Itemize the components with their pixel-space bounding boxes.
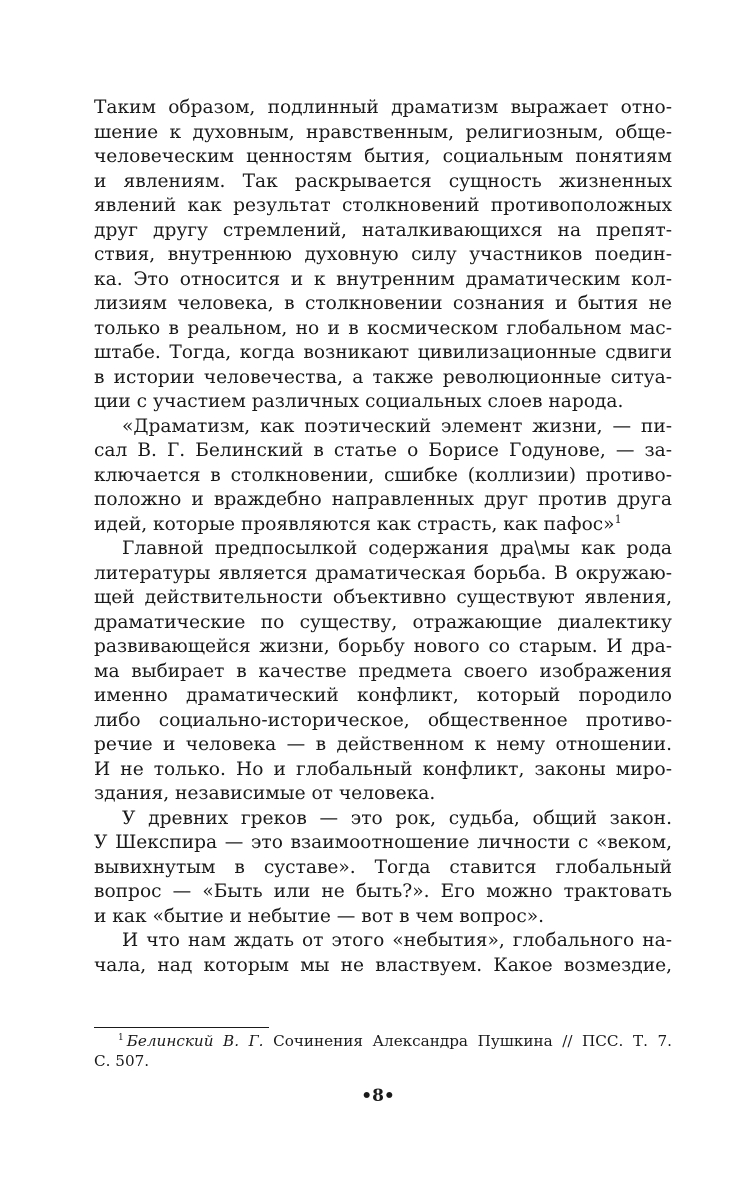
paragraph-4	[94, 807, 672, 930]
text-line: положно и враждебно направленных друг против друга	[94, 489, 672, 510]
text-line: речие и человека — в действенном к нему отношении.	[94, 734, 672, 755]
paragraph-5	[94, 929, 672, 978]
text-line: У древних греков — это рок, судьба, общий закон.	[122, 807, 672, 829]
text-line: в истории человечества, а также революционные ситуа-	[94, 366, 672, 388]
text-line: литературы является драматическая борьба. В окружаю-	[94, 562, 672, 584]
text-line	[94, 513, 672, 538]
footnote-divider	[94, 1027, 269, 1028]
footnote-line	[94, 1031, 672, 1051]
text-line: ма выбирает в качестве предмета своего изображения	[94, 660, 672, 682]
text-line-content: идей, которые проявляются как страсть, как пафос»	[94, 513, 615, 535]
text-line: вопрос — «Быть или не быть?». Его можно трактовать	[94, 881, 672, 902]
text-line: ключается в столкновении, сшибке (коллизии) противо-	[94, 464, 672, 486]
text-line: И не только. Но и глобальный конфликт, законы миро-	[94, 758, 672, 780]
text-line: шение к духовным, нравственным, религиозным, обще-	[94, 121, 672, 143]
footnote-mark: 1	[118, 1032, 124, 1043]
text-line: ции с участием различных социальных слоев народа.	[94, 391, 624, 412]
text-line: и как «бытие и небытие — вот в чем вопрос».	[94, 905, 545, 927]
text-line: явлений как результат столкновений противоположных	[94, 195, 672, 216]
page-number: •8•	[361, 1086, 395, 1106]
text-line: «Драматизм, как поэтический элемент жизни, — пи-	[122, 415, 672, 437]
text-line: ствия, внутреннюю духовную силу участников поедин-	[94, 244, 672, 265]
paragraph-3	[94, 537, 672, 807]
text-line: лизиям человека, в столкновении сознания и бытия не	[94, 293, 672, 314]
footnote-source: Сочинения Александра Пушкина // ПСС. Т. 7.	[263, 1032, 672, 1050]
text-line: сал В. Г. Белинский в статье о Борисе Годунове, — за-	[94, 440, 672, 461]
text-line: именно драматический конфликт, который породило	[94, 685, 672, 706]
text-line: ка. Это относится и к внутренним драматическим кол-	[94, 268, 672, 290]
text-line: человеческим ценностям бытия, социальным понятиям	[94, 146, 672, 167]
footnote-page: С. 507.	[94, 1052, 150, 1070]
text-line: и явлениям. Так раскрывается сущность жизненных	[94, 170, 672, 192]
paragraph-2	[94, 415, 672, 538]
text-line: драматические по существу, отражающие диалектику	[94, 611, 672, 633]
text-line: друг другу стремлений, наталкивающихся на препят-	[94, 219, 672, 241]
footnote-reference[interactable]: 1	[614, 512, 622, 526]
text-line: Главной предпосылкой содержания дра\мы как рода	[122, 538, 672, 559]
text-line: щей действительности объективно существуют явления,	[94, 587, 672, 608]
footnote	[94, 1031, 672, 1071]
paragraph-1	[94, 96, 672, 415]
text-line: Таким образом, подлинный драматизм выражает отно-	[94, 97, 672, 118]
text-line: штабе. Тогда, когда возникают цивилизационные сдвиги	[94, 342, 672, 363]
text-line: либо социально-историческое, общественное противо-	[94, 709, 672, 731]
text-line: развивающейся жизни, борьбу нового со старым. И дра-	[94, 636, 672, 657]
footnote-author: Белинский В. Г.	[126, 1032, 264, 1050]
text-line: И что нам ждать от этого «небытия», глобального на-	[122, 930, 672, 951]
main-text	[94, 96, 672, 978]
text-line: только в реальном, но и в космическом глобальном мас-	[94, 317, 672, 339]
text-line: чала, над которым мы не властвуем. Какое возмездие,	[94, 954, 672, 976]
text-line: У Шекспира — это взаимоотношение личности с «веком,	[94, 832, 672, 853]
text-line: вывихнутым в суставе». Тогда ставится глобальный	[94, 856, 672, 878]
text-line: здания, независимые от человека.	[94, 783, 436, 804]
